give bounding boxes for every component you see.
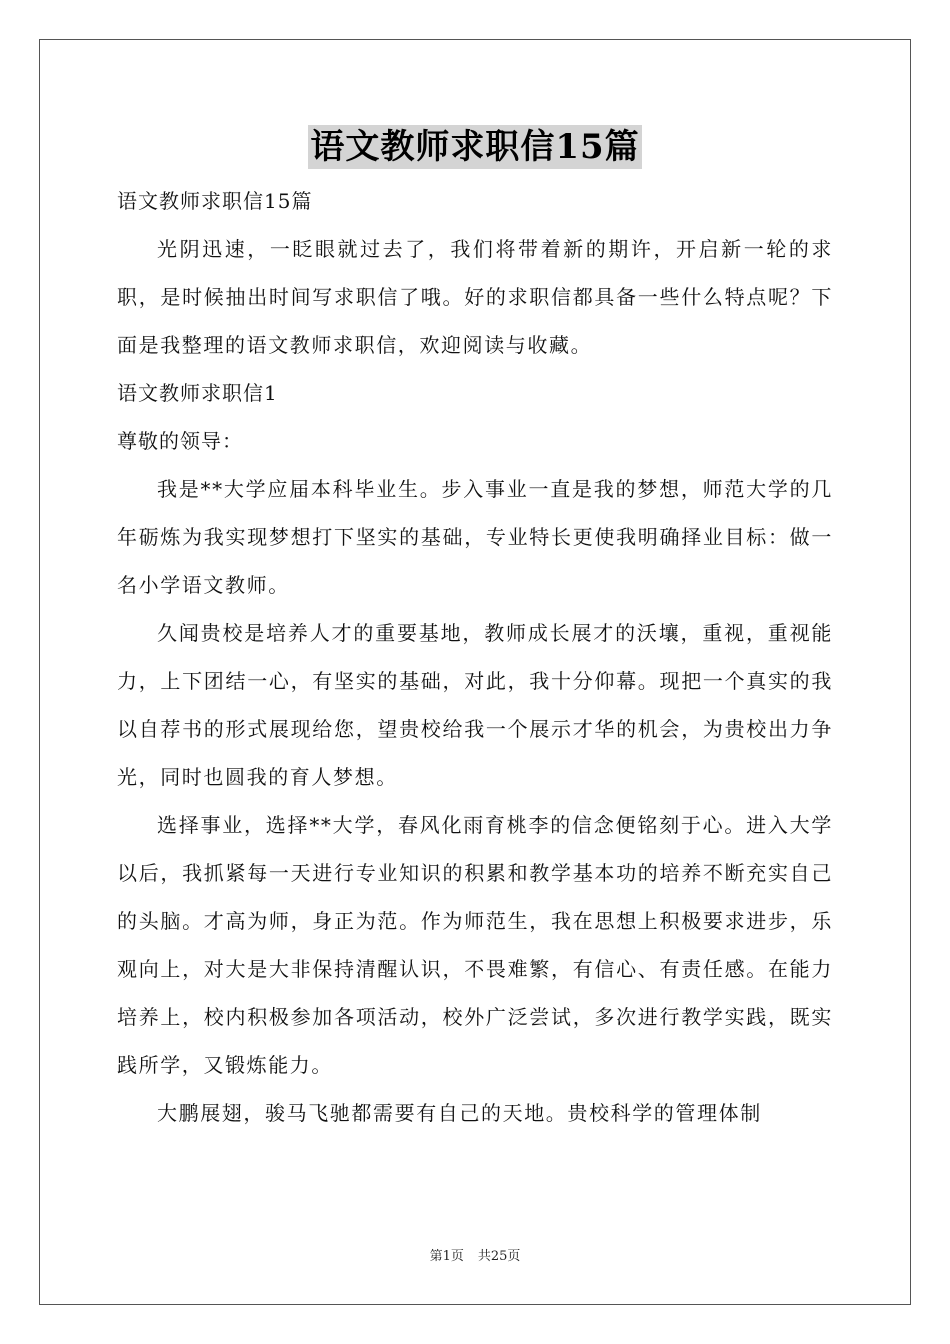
page-number: 第1页	[429, 1249, 464, 1264]
paragraph-subtitle: 语文教师求职信15篇	[117, 189, 313, 213]
page-total: 共25页	[477, 1249, 521, 1264]
paragraph-salutation: 尊敬的领导：	[117, 429, 243, 453]
title-container	[0, 125, 950, 169]
paragraph-letter-heading: 语文教师求职信1	[117, 381, 278, 405]
paragraph-body: 我是**大学应届本科毕业生。步入事业一直是我的梦想，师范大学的几年砺炼为我实现梦想打下坚实的基础，专业特长更使我明确择业目标：做一名小学语文教师。	[117, 477, 833, 597]
paragraph-body: 久闻贵校是培养人才的重要基地，教师成长展才的沃壤，重视，重视能力，上下团结一心，有坚实的基础，对此，我十分仰幕。现把一个真实的我以自荐书的形式展现给您，望贵校给我一个展示才华的机会，为贵校出力争光，同时也圆我的育人梦想。	[117, 621, 833, 789]
document-title: 语文教师求职信15篇	[310, 127, 640, 167]
document-body	[117, 177, 833, 1137]
page-footer	[0, 1247, 950, 1267]
paragraph-body: 选择事业，选择**大学，春风化雨育桃李的信念便铭刻于心。进入大学以后，我抓紧每一天进行专业知识的积累和教学基本功的培养不断充实自己的头脑。才高为师，身正为范。作为师范生，我在思想上积极要求进步，乐观向上，对大是大非保持清醒认识，不畏难繁，有信心、有责任感。在能力培养上，校内积极参加各项活动，校外广泛尝试，多次进行教学实践，既实践所学，又锻炼能力。	[117, 813, 833, 1077]
paragraph-body: 大鹏展翅，骏马飞驰都需要有自己的天地。贵校科学的管理体制	[157, 1101, 762, 1125]
paragraph-intro: 光阴迅速，一眨眼就过去了，我们将带着新的期许，开启新一轮的求职，是时候抽出时间写求职信了哦。好的求职信都具备一些什么特点呢？下面是我整理的语文教师求职信，欢迎阅读与收藏。	[117, 237, 833, 357]
